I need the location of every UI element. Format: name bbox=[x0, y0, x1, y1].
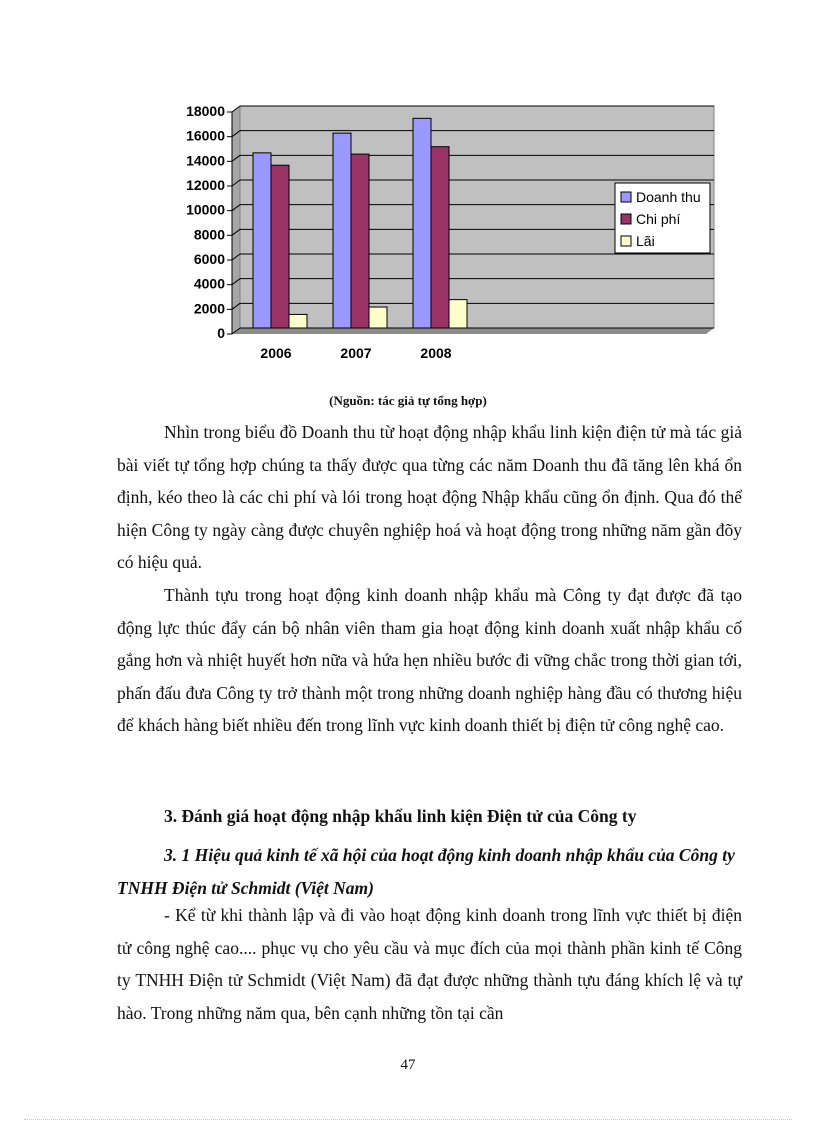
y-tick-label: 6000 bbox=[193, 251, 225, 267]
bar-doanh-thu-2008 bbox=[413, 118, 431, 328]
paragraph-chart-analysis: Nhìn trong biểu đồ Doanh thu từ hoạt động nhập khẩu linh kiện điện tử mà tác giả bài viết tự tổng hợp chúng ta thấy được qua từng các năm Doanh thu đã tăng lên khá ổn định, kéo theo là các chi phí và lói trong hoạt động Nhập khẩu cũng ổn định. Qua đó thể hiện Công ty ngày càng được chuyên nghiệp hoá và hoạt động trong những năm gần đõy có hiệu quả. bbox=[117, 422, 742, 572]
revenue-bar-chart bbox=[0, 0, 816, 380]
page-number: 47 bbox=[400, 1057, 416, 1073]
y-tick-label: 10000 bbox=[186, 201, 225, 218]
y-tick-label: 18000 bbox=[186, 103, 225, 119]
legend-label-1: Chi phí bbox=[636, 211, 681, 227]
y-tick-label: 2000 bbox=[193, 300, 225, 317]
legend-swatch-2 bbox=[621, 236, 631, 246]
chart-floor bbox=[232, 328, 714, 334]
bar-chi-phí-2006 bbox=[271, 165, 289, 328]
legend-swatch-0 bbox=[621, 192, 631, 202]
legend-swatch-1 bbox=[621, 214, 631, 224]
page-bottom-divider bbox=[24, 1119, 792, 1120]
y-tick-label: 14000 bbox=[186, 152, 225, 169]
chart-source-caption: (Nguồn: tác giả tự tổng hợp) bbox=[329, 393, 487, 408]
bar-doanh-thu-2007 bbox=[333, 133, 351, 328]
bar-chi-phí-2008 bbox=[431, 147, 449, 328]
y-tick-label: 0 bbox=[217, 325, 225, 341]
y-tick-label: 16000 bbox=[186, 127, 225, 144]
x-tick-label: 2006 bbox=[260, 345, 292, 361]
bar-lãi-2007 bbox=[369, 307, 387, 328]
bar-lãi-2008 bbox=[449, 300, 467, 328]
bar-chi-phí-2007 bbox=[351, 154, 369, 328]
bar-lãi-2006 bbox=[289, 314, 307, 328]
y-tick-label: 8000 bbox=[193, 226, 225, 243]
section-heading-3: 3. Đánh giá hoạt động nhập khẩu linh kiện Điện tử của Công ty bbox=[164, 806, 637, 826]
paragraph-section-3-1: - Kể từ khi thành lập và đi vào hoạt động kinh doanh trong lĩnh vực thiết bị điện tử công nghệ cao.... phục vụ cho yêu cầu và mục đích của mọi thành phần kinh tế Công ty TNHH Điện tử Schmidt (Việt Nam) đã đạt được những thành tựu đáng khích lệ và tự hào. Trong những năm qua, bên cạnh những tồn tại cần bbox=[117, 905, 742, 1023]
bar-doanh-thu-2006 bbox=[253, 153, 271, 328]
x-tick-label: 2008 bbox=[420, 345, 452, 361]
legend-label-0: Doanh thu bbox=[636, 189, 701, 205]
subsection-heading-3-1: 3. 1 Hiệu quả kinh tế xã hội của hoạt động kinh doanh nhập khẩu của Công ty TNHH Điện tử Schmidt (Việt Nam) bbox=[117, 845, 735, 898]
y-tick-label: 12000 bbox=[186, 177, 225, 193]
y-tick-label: 4000 bbox=[193, 275, 225, 292]
x-tick-label: 2007 bbox=[340, 345, 372, 361]
paragraph-achievements: Thành tựu trong hoạt động kinh doanh nhập khẩu mà Công ty đạt được đã tạo động lực thúc đẩy cán bộ nhân viên tham gia hoạt động kinh doanh xuất nhập khẩu cố gắng hơn và nhiệt huyết hơn nữa và hứa hẹn nhiều bước đi vững chắc trong thời gian tới, phấn đấu đưa Công ty trở thành một trong những doanh nghiệp hàng đầu có thương hiệu để khách hàng biết nhiều đến trong lĩnh vực kinh doanh thiết bị điện tử công nghệ cao. bbox=[117, 585, 742, 735]
legend-label-2: Lãi bbox=[636, 233, 655, 249]
